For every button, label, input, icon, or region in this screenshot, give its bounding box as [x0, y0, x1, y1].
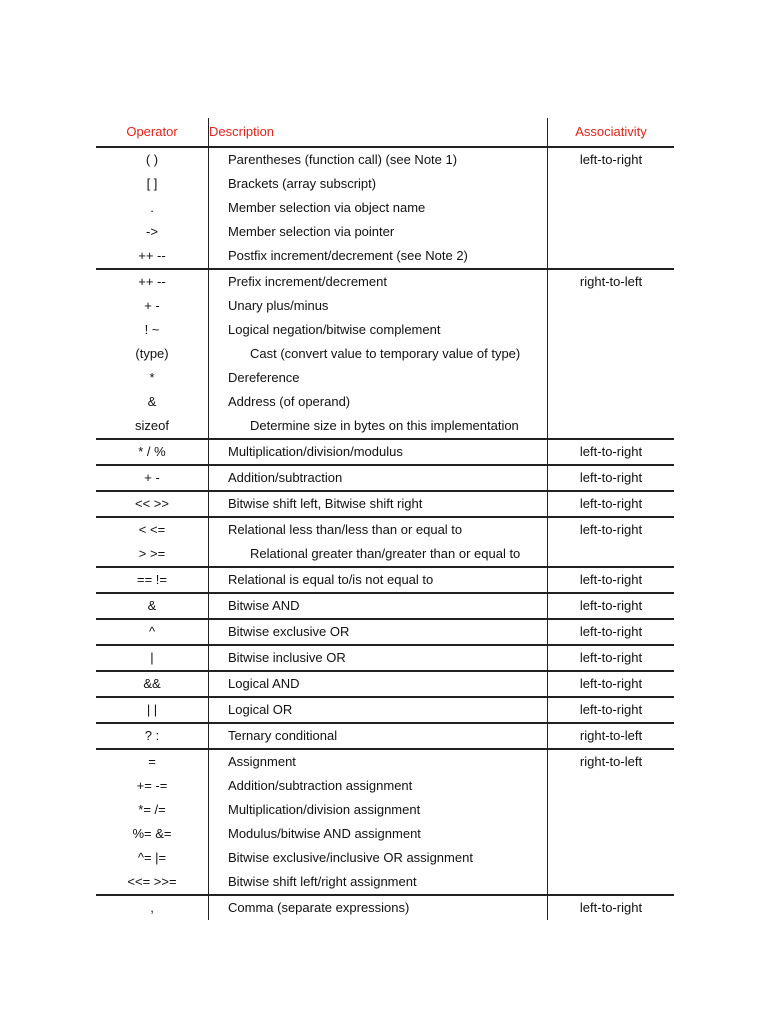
- operator-cell: &: [147, 394, 157, 409]
- table-row: [96, 414, 674, 438]
- header-associativity: Associativity: [575, 124, 647, 139]
- operator-cell: ? :: [144, 728, 160, 743]
- associativity-cell: right-to-left: [579, 728, 643, 743]
- operator-cell: ++ --: [138, 248, 166, 263]
- table-row: [96, 750, 674, 774]
- column-divider-description: [208, 118, 209, 920]
- description-cell: Prefix increment/decrement: [228, 274, 387, 289]
- precedence-group: [96, 492, 674, 518]
- associativity-cell: right-to-left: [579, 754, 643, 769]
- operator-precedence-table: [96, 118, 674, 920]
- operator-cell: += -=: [136, 778, 168, 793]
- table-row: [96, 542, 674, 566]
- precedence-group: [96, 466, 674, 492]
- description-cell: Comma (separate expressions): [228, 900, 410, 915]
- associativity-cell: left-to-right: [579, 522, 643, 537]
- precedence-group: [96, 724, 674, 750]
- precedence-group: [96, 568, 674, 594]
- table-row: [96, 172, 674, 196]
- precedence-group: [96, 148, 674, 270]
- description-cell: Parentheses (function call) (see Note 1): [228, 152, 458, 167]
- operator-cell: &&: [143, 676, 161, 691]
- description-cell: Addition/subtraction assignment: [228, 778, 413, 793]
- table-row: [96, 798, 674, 822]
- operator-cell: .: [150, 200, 154, 215]
- description-cell: Ternary conditional: [228, 728, 338, 743]
- table-row: [96, 724, 674, 748]
- table-row: [96, 492, 674, 516]
- associativity-cell: left-to-right: [579, 152, 643, 167]
- description-cell: Bitwise shift left, Bitwise shift right: [228, 496, 423, 511]
- table-row: [96, 466, 674, 490]
- description-cell: Cast (convert value to temporary value of type): [250, 346, 521, 361]
- operator-cell: =: [148, 754, 156, 769]
- operator-cell: <<= >>=: [127, 874, 177, 889]
- description-cell: Bitwise exclusive/inclusive OR assignment: [228, 850, 473, 865]
- associativity-cell: left-to-right: [579, 444, 643, 459]
- description-cell: Brackets (array subscript): [228, 176, 377, 191]
- operator-cell: ( ): [145, 152, 159, 167]
- description-cell: Logical OR: [228, 702, 293, 717]
- operator-cell: sizeof: [135, 418, 169, 433]
- table-row: [96, 318, 674, 342]
- operator-cell: == !=: [137, 572, 167, 587]
- operator-cell: [ ]: [146, 176, 158, 191]
- operator-cell: < <=: [138, 522, 166, 537]
- description-cell: Bitwise exclusive OR: [228, 624, 350, 639]
- description-cell: Relational greater than/greater than or equal to: [250, 546, 521, 561]
- precedence-group: [96, 672, 674, 698]
- description-cell: Modulus/bitwise AND assignment: [228, 826, 421, 841]
- description-cell: Bitwise inclusive OR: [228, 650, 346, 665]
- table-row: [96, 148, 674, 172]
- associativity-cell: left-to-right: [579, 650, 643, 665]
- description-cell: Bitwise shift left/right assignment: [228, 874, 417, 889]
- operator-cell: |: [150, 650, 154, 665]
- operator-cell: %= &=: [132, 826, 172, 841]
- operator-cell: | |: [146, 702, 158, 717]
- description-cell: Relational is equal to/is not equal to: [228, 572, 434, 587]
- description-cell: Dereference: [228, 370, 300, 385]
- table-row: [96, 294, 674, 318]
- operator-cell: > >=: [138, 546, 166, 561]
- table-row: [96, 846, 674, 870]
- precedence-group: [96, 594, 674, 620]
- table-row: [96, 870, 674, 894]
- precedence-group: [96, 518, 674, 568]
- precedence-group: [96, 270, 674, 440]
- precedence-group: [96, 698, 674, 724]
- table-row: [96, 822, 674, 846]
- operator-cell: * / %: [138, 444, 166, 459]
- operator-cell: (type): [135, 346, 169, 361]
- table-row: [96, 366, 674, 390]
- description-cell: Postfix increment/decrement (see Note 2): [228, 248, 468, 263]
- operator-cell: ,: [150, 900, 154, 915]
- operator-cell: ! ~: [144, 322, 160, 337]
- table-row: [96, 594, 674, 618]
- precedence-group: [96, 440, 674, 466]
- header-operator: Operator: [126, 124, 178, 139]
- description-cell: Multiplication/division/modulus: [228, 444, 403, 459]
- table-row: [96, 270, 674, 294]
- table-body: [96, 148, 674, 920]
- associativity-cell: left-to-right: [579, 572, 643, 587]
- associativity-cell: left-to-right: [579, 624, 643, 639]
- header-description: Description: [209, 124, 275, 139]
- operator-cell: ^= |=: [137, 850, 167, 865]
- description-cell: Multiplication/division assignment: [228, 802, 421, 817]
- table-row: [96, 568, 674, 592]
- operator-cell: *= /=: [138, 802, 166, 817]
- table-row: [96, 646, 674, 670]
- description-cell: Member selection via pointer: [228, 224, 395, 239]
- operator-cell: &: [147, 598, 157, 613]
- precedence-group: [96, 896, 674, 920]
- operator-cell: + -: [144, 298, 160, 313]
- precedence-group: [96, 620, 674, 646]
- operator-cell: *: [149, 370, 155, 385]
- table-row: [96, 620, 674, 644]
- table-header: [96, 118, 674, 148]
- associativity-cell: left-to-right: [579, 676, 643, 691]
- operator-cell: << >>: [135, 496, 169, 511]
- description-cell: Assignment: [228, 754, 296, 769]
- table-row: [96, 774, 674, 798]
- table-row: [96, 896, 674, 920]
- description-cell: Member selection via object name: [228, 200, 426, 215]
- table-row: [96, 390, 674, 414]
- description-cell: Addition/subtraction: [228, 470, 343, 485]
- table-row: [96, 244, 674, 268]
- column-divider-associativity: [547, 118, 548, 920]
- description-cell: Address (of operand): [228, 394, 351, 409]
- associativity-cell: left-to-right: [579, 900, 643, 915]
- description-cell: Logical negation/bitwise complement: [228, 322, 441, 337]
- description-cell: Unary plus/minus: [228, 298, 329, 313]
- operator-cell: ->: [146, 224, 158, 239]
- description-cell: Determine size in bytes on this implementation: [250, 418, 519, 433]
- associativity-cell: left-to-right: [579, 702, 643, 717]
- table-row: [96, 440, 674, 464]
- table-row: [96, 698, 674, 722]
- operator-cell: ++ --: [138, 274, 166, 289]
- operator-cell: + -: [144, 470, 160, 485]
- precedence-group: [96, 646, 674, 672]
- description-cell: Relational less than/less than or equal to: [228, 522, 463, 537]
- precedence-group: [96, 750, 674, 896]
- associativity-cell: left-to-right: [579, 598, 643, 613]
- operator-cell: ^: [148, 624, 156, 639]
- table-row: [96, 342, 674, 366]
- table-row: [96, 518, 674, 542]
- table-row: [96, 220, 674, 244]
- associativity-cell: right-to-left: [579, 274, 643, 289]
- table-row: [96, 672, 674, 696]
- associativity-cell: left-to-right: [579, 470, 643, 485]
- table-row: [96, 196, 674, 220]
- description-cell: Bitwise AND: [228, 598, 300, 613]
- associativity-cell: left-to-right: [579, 496, 643, 511]
- description-cell: Logical AND: [228, 676, 300, 691]
